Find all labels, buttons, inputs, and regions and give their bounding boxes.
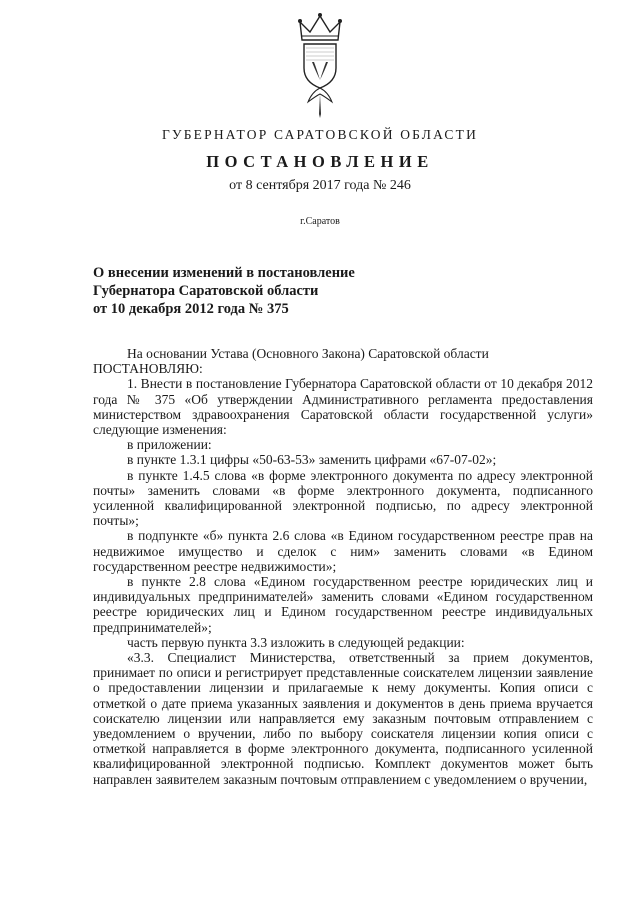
paragraph-clause-3-3-intro: часть первую пункта 3.3 изложить в следующей редакции: xyxy=(127,634,465,650)
document-date-number: от 8 сентября 2017 года № 246 xyxy=(229,178,411,193)
paragraph-clause-1-3-1: в пункте 1.3.1 цифры «50-63-53» заменить цифрами «67-07-02»; xyxy=(127,452,497,468)
paragraph-in-annex: в приложении: xyxy=(127,437,212,453)
subject-line-1: О внесении изменений в постановление xyxy=(93,265,355,281)
paragraph-basis: На основании Устава (Основного Закона) Саратовской области xyxy=(127,346,489,361)
subject-line-3: от 10 декабря 2012 года № 375 xyxy=(93,301,289,317)
document-body xyxy=(93,346,593,787)
paragraph-clause-2-6: в подпункте «б» пункта 2.6 слова «в Едином государственном реестре прав на недвижимое имущество и сделок с ним» заменить словами «в Едином государственном реестре недвижимости»; xyxy=(93,528,593,574)
paragraph-item-1: 1. Внести в постановление Губернатора Саратовской области от 10 декабря 2012 года № 375 «Об утверждении Административного регламента предоставления министерством здравоохранения Саратовской области государственной услуги» следующие изменения: xyxy=(93,376,593,438)
document-subject xyxy=(93,264,513,318)
paragraph-clause-3-3-text: «3.3. Специалист Министерства, ответственный за прием документов, принимает по описи и регистрирует представленные соискателем лицензии заявление о предоставлении лицензии и прилагаемые к нему документы. Копия описи с отметкой о дате приема указанных заявления и документов в день приема вручается соискателю лицензии или направляется ему заказным почтовым отправлением с уведомлением о вручении, либо по выбору соискателя лицензии копия описи с отметкой направляется в форме электронного документа, подписанного усиленной квалифицированной электронной подписью. Комплект документов может быть направлен заявителем заказным почтовым отправлением с уведомлением о вручении, xyxy=(93,650,593,787)
coat-of-arms xyxy=(292,10,348,120)
paragraph-resolve: ПОСТАНОВЛЯЮ: xyxy=(93,361,203,377)
document-type-title: ПОСТАНОВЛЕНИЕ xyxy=(206,152,434,171)
subject-line-2: Губернатора Саратовской области xyxy=(93,283,319,299)
saratov-crest-icon xyxy=(292,10,348,120)
paragraph-clause-1-4-5: в пункте 1.4.5 слова «в форме электронного документа по адресу электронной почты» заменить словами «в форме электронного документа, подписанного усиленной квалифицированной электронной подписью, по адресу электронной почты»; xyxy=(93,467,593,529)
paragraph-clause-2-8: в пункте 2.8 слова «Едином государственном реестре юридических лиц и индивидуальных предпринимателей» заменить словами «Едином государственном реестре юридических лиц и Едином государственном реестре индивидуальных предпринимателей»; xyxy=(93,574,593,635)
issue-city: г.Саратов xyxy=(300,216,340,227)
issuing-authority: ГУБЕРНАТОР САРАТОВСКОЙ ОБЛАСТИ xyxy=(161,127,479,142)
